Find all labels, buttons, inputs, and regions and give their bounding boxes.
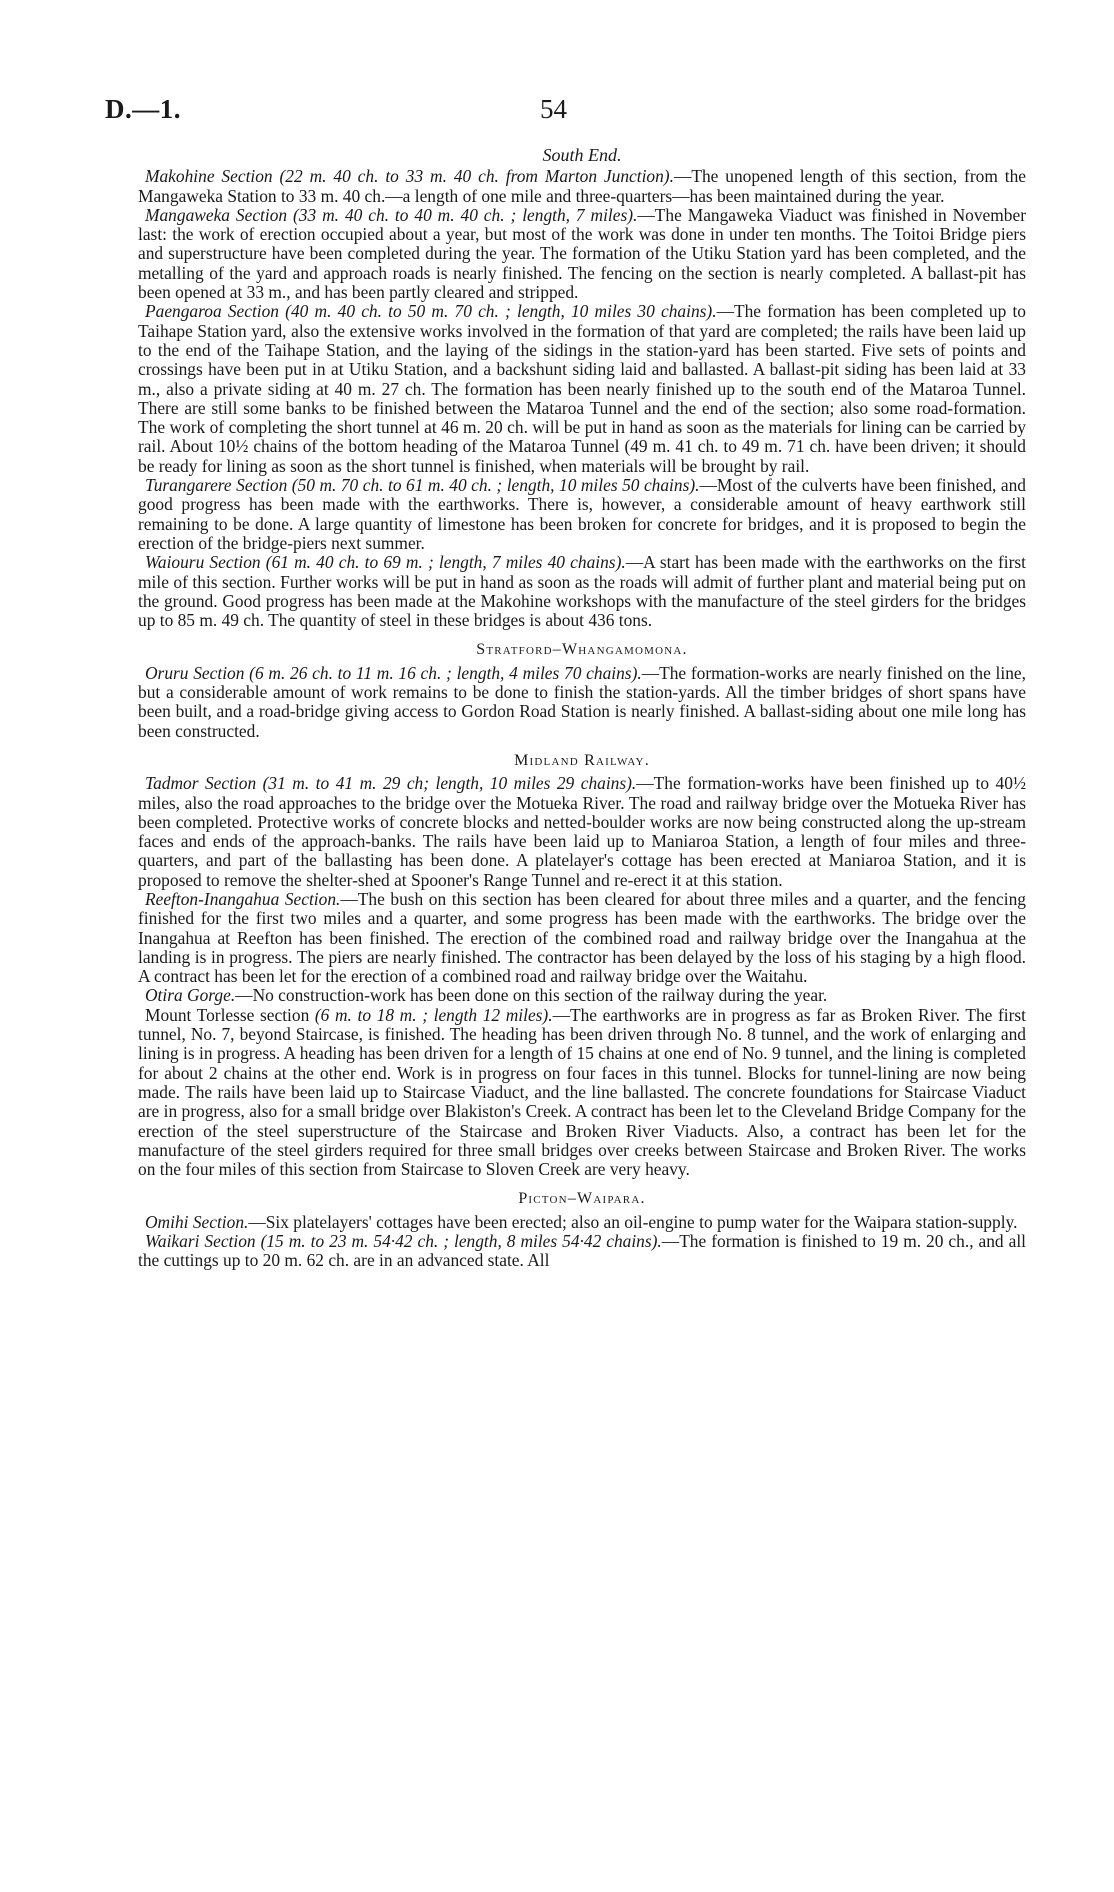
paragraph-text: —The earthworks are in progress as far as Broken River. The first tunnel, No. 7, beyond Staircase, is finished. The heading has been driven through No. 8 tunnel, and the work of enlarging and lining is in progress. A heading has been driven for a length of 15 chains at one end of No. 9 tunnel, and the lining is completed for about 2 chains at the other end. Work is in progress on four faces in this tunnel. Blocks for tunnel-lining are now being made. The rails have been laid up to Staircase Viaduct, and the line ballasted. The concrete foundations for Staircase Viaduct are in progress, also for a small bridge over Blakiston's Creek. A contract has been let to the Cleveland Bridge Company for the erection of the steel superstructure of the Staircase and Broken River Viaducts. Also, a contract has been let for the manufacture of the steel girders required for three small bridges over creeks between Staircase and Broken River. The works on the four miles of this section from Staircase to Sloven Creek are very heavy. bbox=[138, 1004, 1026, 1180]
section-heading-picton-waipara: Picton–Waipara. bbox=[518, 1190, 646, 1208]
paragraph-lead: Makohine Section (22 m. 40 ch. to 33 m. 40 ch. from Marton Junction). bbox=[145, 166, 674, 187]
paragraph-text: —The formation has been completed up to Taihape Station yard, also the extensive works involved in the formation of that yard are completed; the rails have been laid up to the end of the Taihape Station, and the laying of the sidings in the station-yard has been started. Five sets of points and crossings have been put in at Utiku Station, and a backshunt siding laid and ballasted. A ballast-pit siding has been laid at 33 m., also a private siding at 40 m. 27 ch. The formation has been nearly finished up to the south end of the Mataroa Tunnel. There are still some banks to be finished between the Mataroa Tunnel and the end of the section; also some road-formation. The work of completing the short tunnel at 46 m. 20 ch. will be put in hand as soon as the materials for lining can be carried by rail. About 10½ chains of the bottom heading of the Mataroa Tunnel (49 m. 41 ch. to 49 m. 71 ch. have been driven; it should be ready for lining as soon as the short tunnel is finished, when materials will be brought by rail. bbox=[138, 301, 1027, 476]
paragraph-waikari bbox=[138, 1232, 1026, 1271]
paragraph-text: —Most of the culverts have been finished, and good progress has been made with the earthworks. There is, however, a considerable amount of heavy earthwork still remaining to be done. A large quantity of limestone has been broken for concrete for bridges, and it is proposed to begin the erection of the bridge-piers next summer. bbox=[138, 475, 1026, 553]
section-heading-south-end: South End. bbox=[542, 145, 622, 165]
paragraph-reefton-inangahua bbox=[138, 890, 1026, 986]
paragraph-pre: Mount Torlesse section bbox=[145, 1004, 315, 1025]
paragraph-tadmor bbox=[138, 774, 1026, 890]
paragraph-lead: Otira Gorge. bbox=[145, 985, 236, 1006]
paragraph-otira-gorge bbox=[138, 986, 1026, 1005]
paragraph-text: —The bush on this section has been cleared for about three miles and a quarter, and the fencing finished for the first two miles and a quarter, and some progress has been made with the earthworks. The bridge over the Inangahua at Reefton has been finished. The erection of the combined road and railway bridge over the Inangahua at the landing is in progress. The piers are nearly finished. The contractor has been delayed by the loss of his staging by a high flood. A contract has been let for the erection of a combined road and railway bridge over the Waitahu. bbox=[138, 888, 1026, 987]
paragraph-turangarere bbox=[138, 476, 1026, 553]
page-number: 54 bbox=[540, 94, 567, 124]
paragraph-lead: Tadmor Section (31 m. to 41 m. 29 ch; length, 10 miles 29 chains). bbox=[145, 773, 637, 794]
page-header bbox=[105, 94, 1009, 130]
paragraph-text: —No construction-work has been done on this section of the railway during the year. bbox=[235, 985, 828, 1006]
paragraph-text: —The Mangaweka Viaduct was finished in November last: the work of erection occupied about a year, but most of the work was done in under ten months. The Toitoi Bridge piers and superstructure have been completed during the year. The formation of the Utiku Station yard has been completed, and the metalling of the yard and approach roads is nearly finished. The fencing on the section is nearly completed. A ballast-pit has been opened at 33 m., and has been partly cleared and stripped. bbox=[138, 204, 1026, 303]
page-content bbox=[138, 146, 1026, 1271]
paragraph-lead: Oruru Section (6 m. 26 ch. to 11 m. 16 ch. ; length, 4 miles 70 chains). bbox=[145, 662, 642, 683]
paragraph-paengaroa bbox=[138, 302, 1026, 476]
paragraph-oruru bbox=[138, 664, 1026, 741]
paragraph-text: —The unopened length of this section, from the Mangaweka Station to 33 m. 40 ch.—a length of one mile and three-quarters—has been maintained during the year. bbox=[138, 166, 1026, 206]
paragraph-lead: Waikari Section (15 m. to 23 m. 54·42 ch. ; length, 8 miles 54·42 chains). bbox=[145, 1231, 662, 1252]
section-heading-midland-railway: Midland Railway. bbox=[514, 751, 650, 769]
paragraph-mount-torlesse bbox=[138, 1006, 1026, 1180]
paragraph-lead: Reefton-Inangahua Section. bbox=[145, 888, 341, 909]
paragraph-text: —A start has been made with the earthworks on the first mile of this section. Further works will be put in hand as soon as the roads will admit of further plant and material being put on the ground. Good progress has been made at the Makohine workshops with the manufacture of the steel girders for the bridges up to 85 m. 49 ch. The quantity of steel in these bridges is about 436 tons. bbox=[138, 552, 1026, 631]
paragraph-lead: Paengaroa Section (40 m. 40 ch. to 50 m. 70 ch. ; length, 10 miles 30 chains). bbox=[145, 301, 717, 322]
paragraph-lead: Mangaweka Section (33 m. 40 ch. to 40 m. 40 ch. ; length, 7 miles). bbox=[145, 204, 638, 225]
paragraph-lead: Waiouru Section (61 m. 40 ch. to 69 m. ; length, 7 miles 40 chains). bbox=[145, 552, 626, 573]
paragraph-omihi bbox=[138, 1213, 1026, 1232]
paragraph-mangaweka bbox=[138, 206, 1026, 302]
document-reference: D.—1. bbox=[105, 94, 181, 124]
paragraph-lead: Omihi Section. bbox=[145, 1211, 249, 1232]
paragraph-lead: Turangarere Section (50 m. 70 ch. to 61 m. 40 ch. ; length, 10 miles 50 chains). bbox=[145, 475, 700, 496]
section-heading-stratford-whangamomona: Stratford–Whangamomona. bbox=[476, 641, 688, 659]
paragraph-lead: (6 m. to 18 m. ; length 12 miles). bbox=[314, 1004, 553, 1025]
paragraph-text: —The formation-works have been finished up to 40½ miles, also the road approaches to the bridge over the Motueka River. The road and railway bridge over the Motueka River has been completed. Protective works of concrete blocks and netted-boulder works are now being constructed along the up-stream faces and ends of the approach-banks. The rails have been laid up to Maniaroa Station, a length of four miles and three-quarters, and part of the ballasting has been done. A platelayer's cottage has been erected at Maniaroa Station, and it is proposed to remove the shelter-shed at Spooner's Range Tunnel and re-erect it at this station. bbox=[138, 773, 1026, 890]
paragraph-waiouru bbox=[138, 553, 1026, 630]
paragraph-text: —Six platelayers' cottages have been erected; also an oil-engine to pump water for the Waipara station-supply. bbox=[248, 1211, 1018, 1232]
paragraph-text: —The formation is finished to 19 m. 20 ch., and all the cuttings up to 20 m. 62 ch. are in an advanced state. All bbox=[138, 1231, 1026, 1271]
paragraph-makohine bbox=[138, 167, 1026, 206]
paragraph-text: —The formation-works are nearly finished on the line, but a considerable amount of work remains to be done to finish the station-yards. All the timber bridges of short spans have been built, and a road-bridge giving access to Gordon Road Station is nearly finished. A ballast-siding about one mile long has been constructed. bbox=[138, 662, 1026, 741]
